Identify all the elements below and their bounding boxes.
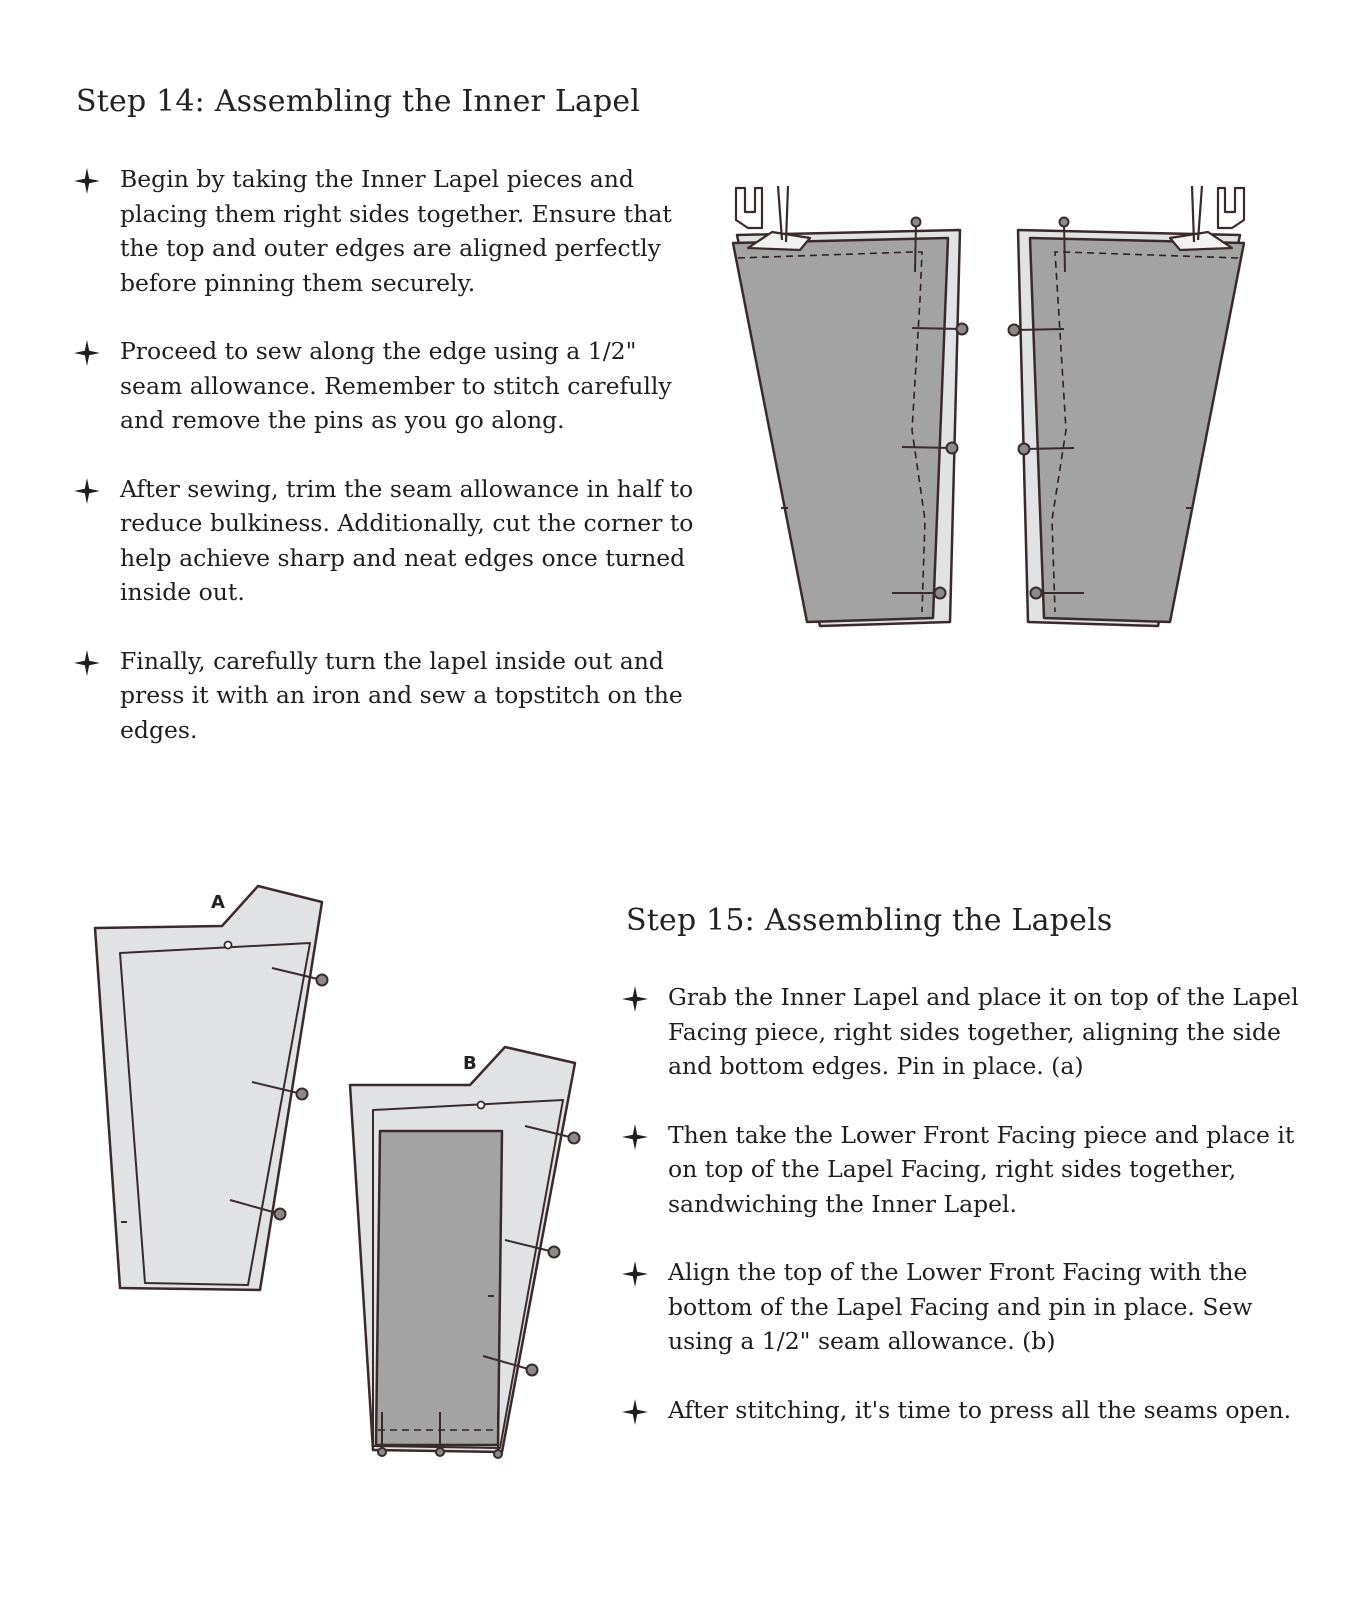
lapel-assembly-illustration (80, 880, 600, 1480)
step-14-title: Step 14: Assembling the Inner Lapel (76, 84, 641, 119)
step-14-bullet-text: Begin by taking the Inner Lapel pieces and placing them right sides together. Ensure that the top and outer edges are aligned perfectly before pinning them securely. (120, 165, 672, 297)
step-15-bullet-text: Grab the Inner Lapel and place it on top of the Lapel Facing piece, right sides together, aligning the side and bottom edges. Pin in place. (a) (668, 983, 1299, 1080)
step-15-bullet (624, 1118, 1324, 1222)
four-point-star-icon (74, 168, 100, 194)
four-point-star-icon (74, 340, 100, 366)
piece-label-a: A (211, 892, 225, 913)
step-14-bullet (76, 644, 696, 748)
step-14-bullet-text: Proceed to sew along the edge using a 1/2" seam allowance. Remember to stitch carefully and remove the pins as you go along. (120, 337, 672, 434)
lower-front-facing-piece (376, 1131, 502, 1445)
four-point-star-icon (74, 478, 100, 504)
lapel-front-layer-left (733, 238, 948, 622)
step-15-bullet (624, 980, 1324, 1084)
step-15-instructions (624, 980, 1324, 1461)
four-point-star-icon (622, 1124, 648, 1150)
step-15-title: Step 15: Assembling the Lapels (626, 903, 1113, 938)
four-point-star-icon (74, 650, 100, 676)
step-14-bullet (76, 472, 696, 610)
piece-label-b: B (463, 1053, 477, 1074)
step-14-bullet (76, 162, 696, 300)
step-15-bullet-text: Align the top of the Lower Front Facing with the bottom of the Lapel Facing and pin in place. Sew using a 1/2" seam allowance. (b) (668, 1258, 1253, 1355)
lapel-front-layer-right (1030, 238, 1244, 622)
step-14-bullet-text: After sewing, trim the seam allowance in half to reduce bulkiness. Additionally, cut the corner to help achieve sharp and neat edges once turned inside out. (120, 474, 694, 606)
four-point-star-icon (622, 986, 648, 1012)
four-point-star-icon (622, 1399, 648, 1425)
step-14-bullet-text: Finally, carefully turn the lapel inside out and press it with an iron and sew a topstitch on the edges. (120, 646, 683, 744)
step-14-instructions (76, 162, 696, 781)
step-15-bullet (624, 1393, 1324, 1428)
step-15-bullet-text: After stitching, it's time to press all the seams open. (668, 1395, 1292, 1424)
step-15-bullet-text: Then take the Lower Front Facing piece and place it on top of the Lapel Facing, right sides together, sandwiching the Inner Lapel. (668, 1120, 1295, 1218)
step-15-bullet (624, 1255, 1324, 1359)
four-point-star-icon (622, 1261, 648, 1287)
step-14-bullet (76, 334, 696, 438)
inner-lapel-sewing-illustration (700, 170, 1260, 640)
lapel-facing-piece-a (95, 886, 322, 1290)
